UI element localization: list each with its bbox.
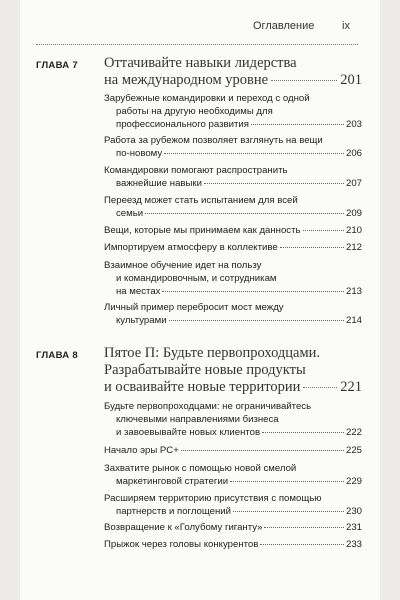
leader-dots: [204, 183, 344, 184]
entry-text: маркетинговой стратегии: [116, 476, 229, 487]
running-header-title: Оглавление: [253, 20, 315, 32]
leader-dots: [164, 153, 344, 154]
chapter-title-text: и осваивайте новые территории: [104, 379, 301, 395]
entry-text: по-новому: [116, 148, 163, 159]
entry-page: 222: [345, 427, 362, 438]
entry-line: Переезд может стать испытанием для всей: [104, 195, 298, 206]
leader-dots: [230, 481, 344, 482]
entry-page: 210: [345, 225, 362, 236]
entry-text: профессионального развития: [116, 119, 249, 130]
entry-text: Вещи, которые мы принимаем как данность: [104, 225, 301, 236]
entry-last-line: [104, 241, 362, 254]
chapter-title-line: Разрабатывайте новые продукты: [104, 362, 306, 378]
entry-text: и завоевывайте новых клиентов: [116, 427, 261, 438]
leader-dots: [162, 291, 344, 292]
entry-text: на местах: [116, 286, 161, 297]
chapter-label: ГЛАВА 7: [36, 60, 78, 71]
chapter-page: 201: [340, 72, 362, 88]
entry-text: Начало эры PC+: [104, 445, 179, 456]
entry-line: ключевыми направлениями бизнеса: [116, 414, 279, 425]
entry-page: 213: [345, 286, 362, 297]
leader-dots: [145, 213, 344, 214]
toc-entry[interactable]: [104, 444, 362, 457]
entry-text: Возвращение к «Голубому гиганту»: [104, 522, 263, 533]
entry-text: партнерств и поглощений: [116, 506, 231, 517]
entry-text: важнейшие навыки: [116, 178, 202, 189]
toc-entry[interactable]: [104, 241, 362, 254]
entry-page: 206: [345, 148, 362, 159]
header-rule: [36, 44, 358, 45]
leader-dots: [303, 387, 337, 388]
entry-page: 209: [345, 208, 362, 219]
leader-dots: [271, 80, 337, 81]
leader-dots: [303, 230, 344, 231]
running-header: [20, 20, 380, 38]
entry-line: Захватите рынок с помощью новой смелой: [104, 463, 297, 474]
entry-line: Взаимное обучение идет на пользу: [104, 260, 262, 271]
entry-last-line: [104, 444, 362, 457]
toc-entry[interactable]: [104, 492, 362, 518]
chapter-title: [104, 345, 362, 396]
entry-page: 203: [345, 119, 362, 130]
entry-text: Прыжок через головы конкурентов: [104, 539, 259, 550]
entry-page: 233: [345, 539, 362, 550]
entry-page: 212: [345, 242, 362, 253]
toc-entry[interactable]: [104, 134, 362, 160]
entry-line: Зарубежные командировки и переход с одной: [104, 93, 310, 104]
entry-page: 231: [345, 522, 362, 533]
leader-dots: [260, 544, 344, 545]
chapter-title-line: Оттачивайте навыки лидерства: [104, 55, 297, 71]
entry-page: 230: [345, 506, 362, 517]
toc-entry[interactable]: [104, 224, 362, 237]
chapter-title-text: на международном уровне: [104, 72, 269, 88]
entry-line: Работа за рубежом позволяет взглянуть на вещи: [104, 135, 323, 146]
chapter-page: 221: [340, 379, 362, 395]
entry-last-line: [104, 285, 362, 298]
entry-page: 207: [345, 178, 362, 189]
toc-entry[interactable]: [104, 462, 362, 488]
toc-entry[interactable]: [104, 92, 362, 131]
entry-last-line: [104, 207, 362, 220]
entry-line: Командировки помогают распространить: [104, 165, 288, 176]
entry-last-line: [104, 314, 362, 327]
chapter-title-line: Пятое П: Будьте первопроходцами.: [104, 345, 321, 361]
leader-dots: [280, 247, 344, 248]
entry-last-line: [104, 538, 362, 551]
entry-last-line: [104, 475, 362, 488]
chapter-title-last-line: [104, 379, 362, 396]
chapter-title: [104, 55, 362, 89]
entry-last-line: [104, 426, 362, 439]
toc-entry[interactable]: [104, 164, 362, 190]
chapter-title-last-line: [104, 72, 362, 89]
chapter-label: ГЛАВА 8: [36, 350, 78, 361]
entry-line: Расширяем территорию присутствия с помощью: [104, 493, 322, 504]
toc-entry[interactable]: [104, 400, 362, 439]
entry-last-line: [104, 177, 362, 190]
entry-line: Личный пример перебросит мост между: [104, 302, 284, 313]
leader-dots: [262, 432, 344, 433]
entry-page: 214: [345, 315, 362, 326]
entry-page: 225: [345, 445, 362, 456]
entry-line: работы на другую необходимы для: [116, 106, 273, 117]
book-page: [20, 0, 380, 600]
toc-entry[interactable]: [104, 301, 362, 327]
entry-last-line: [104, 118, 362, 131]
entry-text: Импортируем атмосферу в коллективе: [104, 242, 278, 253]
entry-line: Будьте первопроходцами: не ограничивайтесь: [104, 401, 312, 412]
leader-dots: [264, 527, 344, 528]
toc-entry[interactable]: [104, 538, 362, 551]
entry-last-line: [104, 505, 362, 518]
leader-dots: [233, 511, 344, 512]
entry-text: культурами: [116, 315, 167, 326]
entry-last-line: [104, 521, 362, 534]
leader-dots: [251, 124, 344, 125]
entry-text: семьи: [116, 208, 144, 219]
toc-entry[interactable]: [104, 259, 362, 298]
toc-entry[interactable]: [104, 194, 362, 220]
entry-line: и командировочным, и сотрудникам: [116, 273, 277, 284]
toc-entry[interactable]: [104, 521, 362, 534]
leader-dots: [181, 450, 344, 451]
entry-page: 229: [345, 476, 362, 487]
page-number: ix: [342, 20, 350, 32]
entry-last-line: [104, 224, 362, 237]
entry-last-line: [104, 147, 362, 160]
leader-dots: [169, 320, 344, 321]
